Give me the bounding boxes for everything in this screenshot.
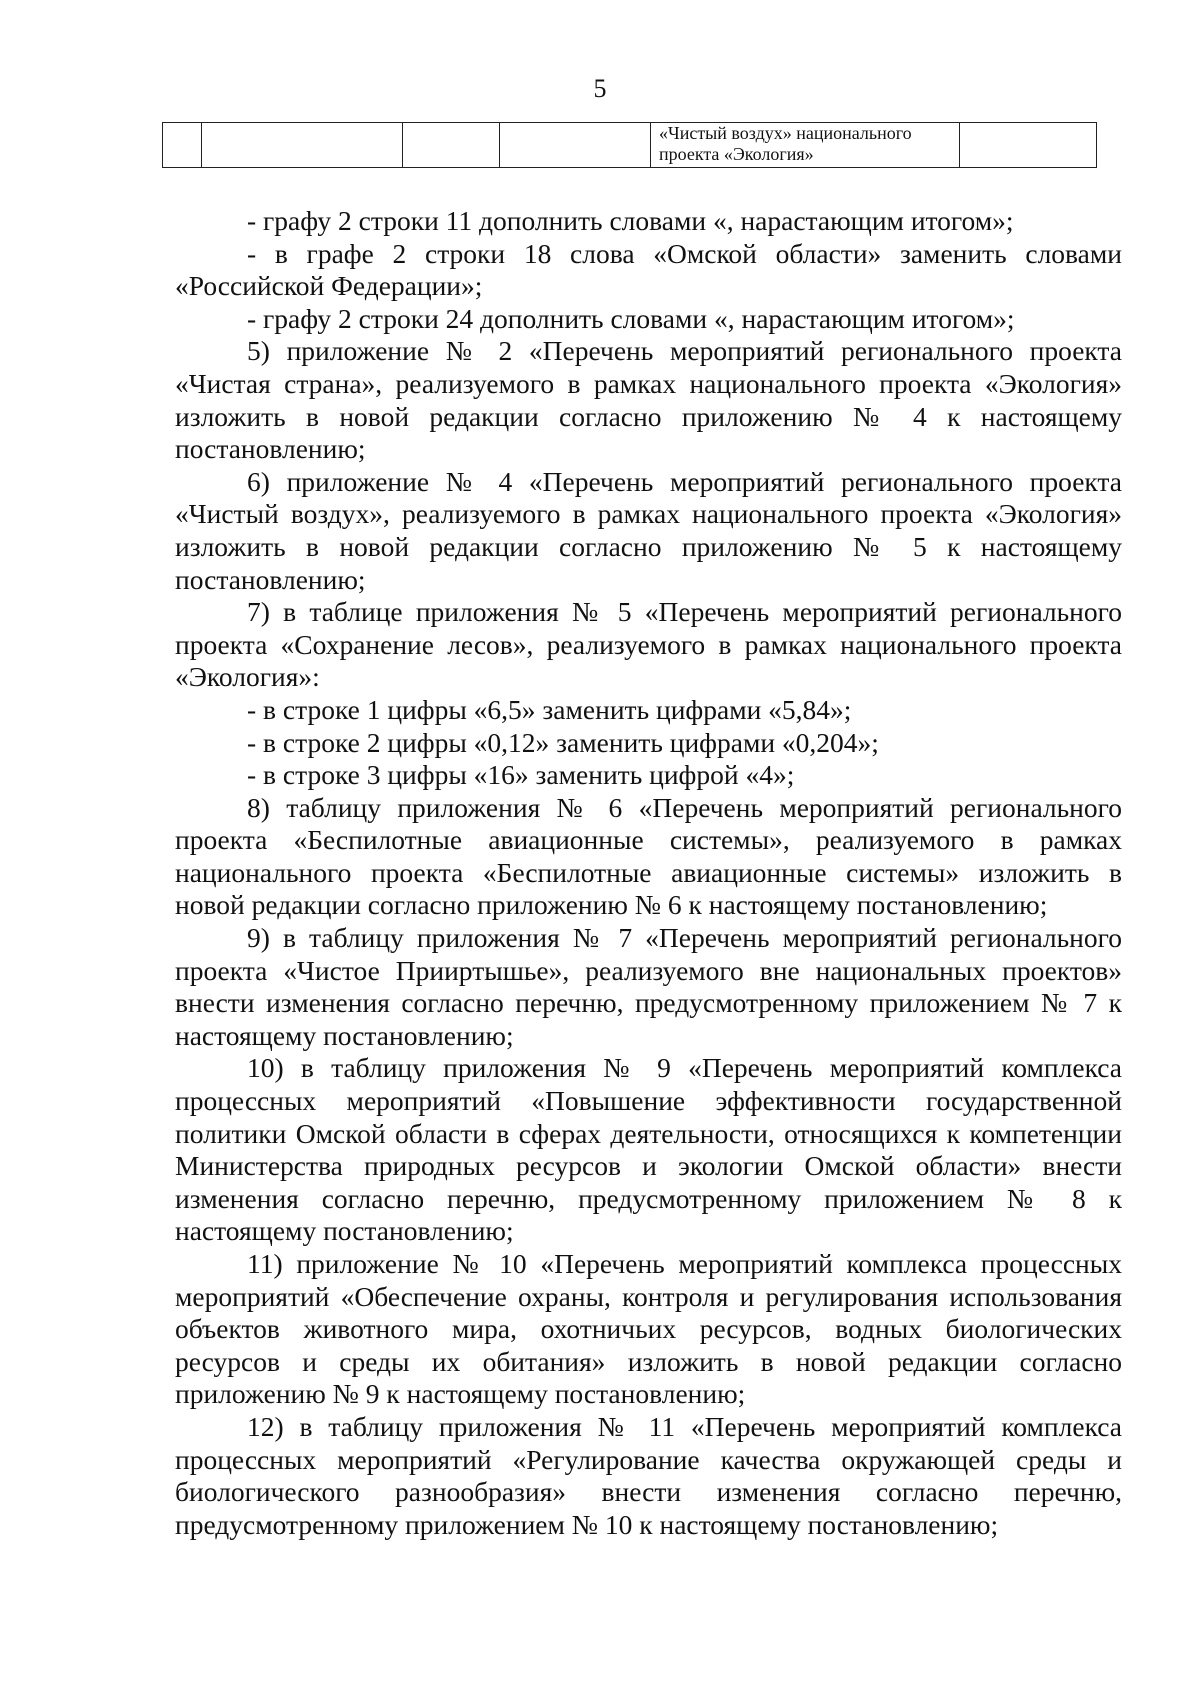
table-fragment — [162, 122, 1097, 168]
table-cell-2 — [202, 123, 403, 168]
paragraph: 11) приложение № 10 «Перечень мероприятий комплекса процессных мероприятий «Обеспечение охраны, контроля и регулирования использования объектов животного мира, охотничьих ресурсов, водных биологических ресурсов и среды их обитания» изложить в новой редакции согласно приложению № 9 к настоящему постановлению; — [175, 1248, 1122, 1410]
paragraph: - в строке 2 цифры «0,12» заменить цифрами «0,204»; — [247, 726, 879, 758]
table-cell-4 — [500, 123, 651, 168]
paragraph: 5) приложение № 2 «Перечень мероприятий регионального проекта «Чистая страна», реализуемого в рамках национального проекта «Экология» изложить в новой редакции согласно приложению № 4 к настоящему постановлению; — [175, 335, 1122, 465]
paragraph: 6) приложение № 4 «Перечень мероприятий регионального проекта «Чистый воздух», реализуемого в рамках национального проекта «Экология» изложить в новой редакции согласно приложению № 5 к настоящему постановлению; — [175, 465, 1122, 595]
paragraph: - в строке 1 цифры «6,5» заменить цифрами «5,84»; — [247, 693, 852, 725]
paragraph: 9) в таблицу приложения № 7 «Перечень мероприятий регионального проекта «Чистое Прииртышье», реализуемого вне национальных проектов» внести изменения согласно перечню, предусмотренному приложением № 7 к настоящему постановлению; — [175, 922, 1122, 1051]
paragraph: 12) в таблицу приложения № 11 «Перечень мероприятий комплекса процессных мероприятий «Регулирование качества окружающей среды и биологического разнообразия» внести изменения согласно перечню, предусмотренному приложением № 10 к настоящему постановлению; — [175, 1410, 1122, 1540]
table-row — [163, 123, 1097, 168]
table-cell-3 — [403, 123, 500, 168]
document-body — [175, 205, 1122, 1541]
page-number: 5 — [593, 74, 607, 103]
paragraph: 7) в таблице приложения № 5 «Перечень мероприятий регионального проекта «Сохранение лесов», реализуемого в рамках национального проекта «Экология»: — [175, 596, 1122, 693]
table-cell-6 — [960, 123, 1097, 168]
paragraph: 10) в таблицу приложения № 9 «Перечень мероприятий комплекса процессных мероприятий «Повышение эффективности государственной политики Омской области в сферах деятельности, относящихся к компетенции Министерства природных ресурсов и экологии Омской области» внести изменения согласно перечню, предусмотренному приложением № 8 к настоящему постановлению; — [175, 1052, 1122, 1247]
table-cell-5: «Чистый воздух» национального проекта «Экология» — [651, 123, 960, 168]
table-cell-1 — [163, 123, 202, 168]
paragraph: - графу 2 строки 11 дополнить словами «, нарастающим итогом»; — [247, 205, 1014, 236]
paragraph: - графу 2 строки 24 дополнить словами «, нарастающим итогом»; — [247, 302, 1015, 334]
paragraph: - в графе 2 строки 18 слова «Омской области» заменить словами «Российской Федерации»; — [175, 237, 1122, 302]
paragraph: - в строке 3 цифры «16» заменить цифрой «4»; — [247, 759, 795, 791]
paragraph: 8) таблицу приложения № 6 «Перечень мероприятий регионального проекта «Беспилотные авиационные системы», реализуемого в рамках национального проекта «Беспилотные авиационные системы» изложить в новой редакции согласно приложению № 6 к настоящему постановлению; — [175, 791, 1122, 921]
